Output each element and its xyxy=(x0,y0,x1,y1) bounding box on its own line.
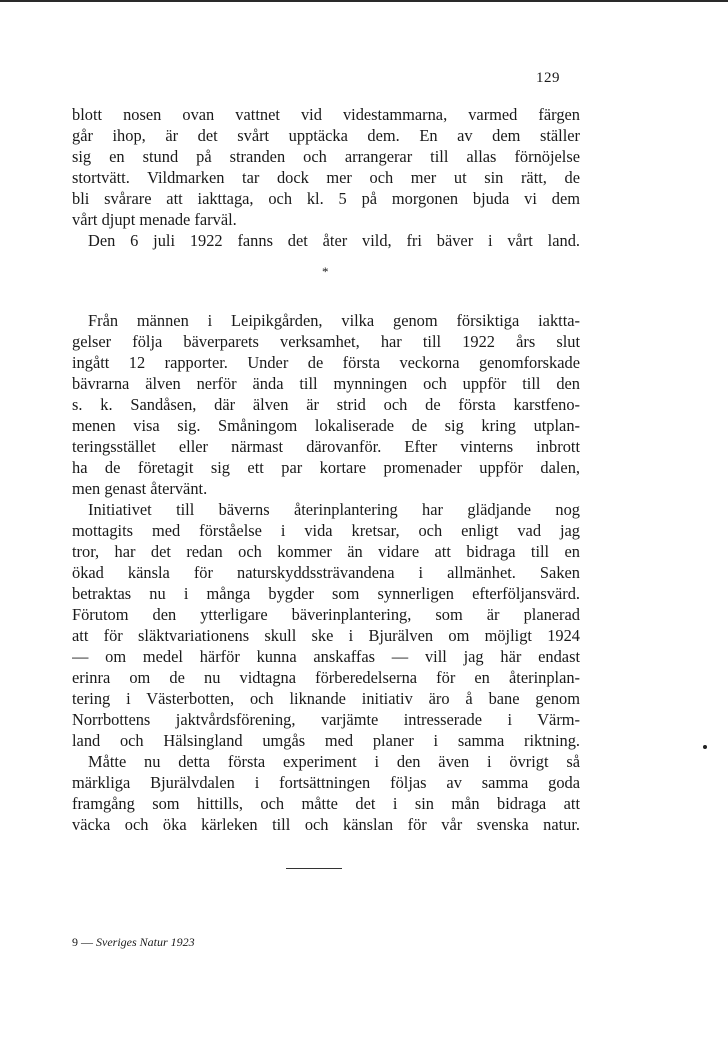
text-line: s. k. Sandåsen, där älven är strid och de första karstfeno- xyxy=(72,395,580,414)
footer-signature: 9 — xyxy=(72,935,96,949)
text-line: teringsstället eller närmast därovanför. Efter vinterns inbrott xyxy=(72,437,580,456)
text-line: går ihop, är det svårt upptäcka dem. En av dem ställer xyxy=(72,126,580,145)
text-line: menen visa sig. Småningom lokaliserade de sig kring utplan- xyxy=(72,416,580,435)
page-number: 129 xyxy=(536,70,560,86)
text-line: stortvätt. Vildmarken tar dock mer och mer ut sin rätt, de xyxy=(72,168,580,187)
text-line: bli svårare att iakttaga, och kl. 5 på morgonen bjuda vi dem xyxy=(72,189,580,208)
text-line: — om medel härför kunna anskaffas — vill jag här endast xyxy=(72,647,580,666)
text-line: tering i Västerbotten, och liknande initiativ äro å bane genom xyxy=(72,689,580,708)
text-line: sig en stund på stranden och arrangerar till allas förnöjelse xyxy=(72,147,580,166)
text-line: men genast återvänt. xyxy=(72,479,208,498)
text-line: Den 6 juli 1922 fanns det åter vild, fri bäver i vårt land. xyxy=(88,231,580,250)
text-line: Måtte nu detta första experiment i den även i övrigt så xyxy=(88,752,580,771)
paragraph-block-2 xyxy=(72,310,580,835)
text-line: vårt djupt menade farväl. xyxy=(72,210,237,229)
text-line: blott nosen ovan vattnet vid videstammarna, varmed färgen xyxy=(72,105,580,124)
page-footer xyxy=(72,935,195,950)
closing-rule xyxy=(286,868,342,869)
text-line: Förutom den ytterligare bäverinplantering, som är planerad xyxy=(72,605,580,624)
text-line: att för släktvariationens skull ske i Bjurälven om möjligt 1924 xyxy=(72,626,580,645)
text-line: ingått 12 rapporter. Under de första veckorna genomforskade xyxy=(72,353,580,372)
text-line: Norrbottens jaktvårdsförening, varjämte intresserade i Värm- xyxy=(72,710,580,729)
text-line: ha de företagit sig ett par kortare promenader uppför dalen, xyxy=(72,458,580,477)
text-line: väcka och öka kärleken till och känslan för vår svenska natur. xyxy=(72,815,580,834)
section-separator-asterisk: * xyxy=(322,264,329,279)
text-line: bävrarna älven nerför ända till mynningen och uppför till den xyxy=(72,374,580,393)
text-line: märkliga Bjurälvdalen i fortsättningen följas av samma goda xyxy=(72,773,580,792)
text-line: tror, har det redan och kommer än vidare att bidraga till en xyxy=(72,542,580,561)
text-line: Initiativet till bäverns återinplantering har glädjande nog xyxy=(88,500,580,519)
text-line: mottagits med förståelse i vida kretsar, och enligt vad jag xyxy=(72,521,580,540)
margin-mark xyxy=(703,745,707,749)
text-line: Från männen i Leipikgården, vilka genom försiktiga iaktta- xyxy=(88,311,580,330)
paragraph-block-1 xyxy=(72,104,580,251)
footer-journal-title: Sveriges Natur 1923 xyxy=(96,935,195,949)
text-line: land och Hälsingland umgås med planer i samma riktning. xyxy=(72,731,580,750)
text-line: erinra om de nu vidtagna förberedelserna för en återinplan- xyxy=(72,668,580,687)
page-top-border xyxy=(0,0,728,2)
text-line: ökad känsla för naturskyddssträvandena i allmänhet. Saken xyxy=(72,563,580,582)
text-line: betraktas nu i många bygder som synnerligen efterföljansvärd. xyxy=(72,584,580,603)
text-line: gelser följa bäverparets verksamhet, har till 1922 års slut xyxy=(72,332,580,351)
text-line: framgång som hittills, och måtte det i sin mån bidraga att xyxy=(72,794,580,813)
